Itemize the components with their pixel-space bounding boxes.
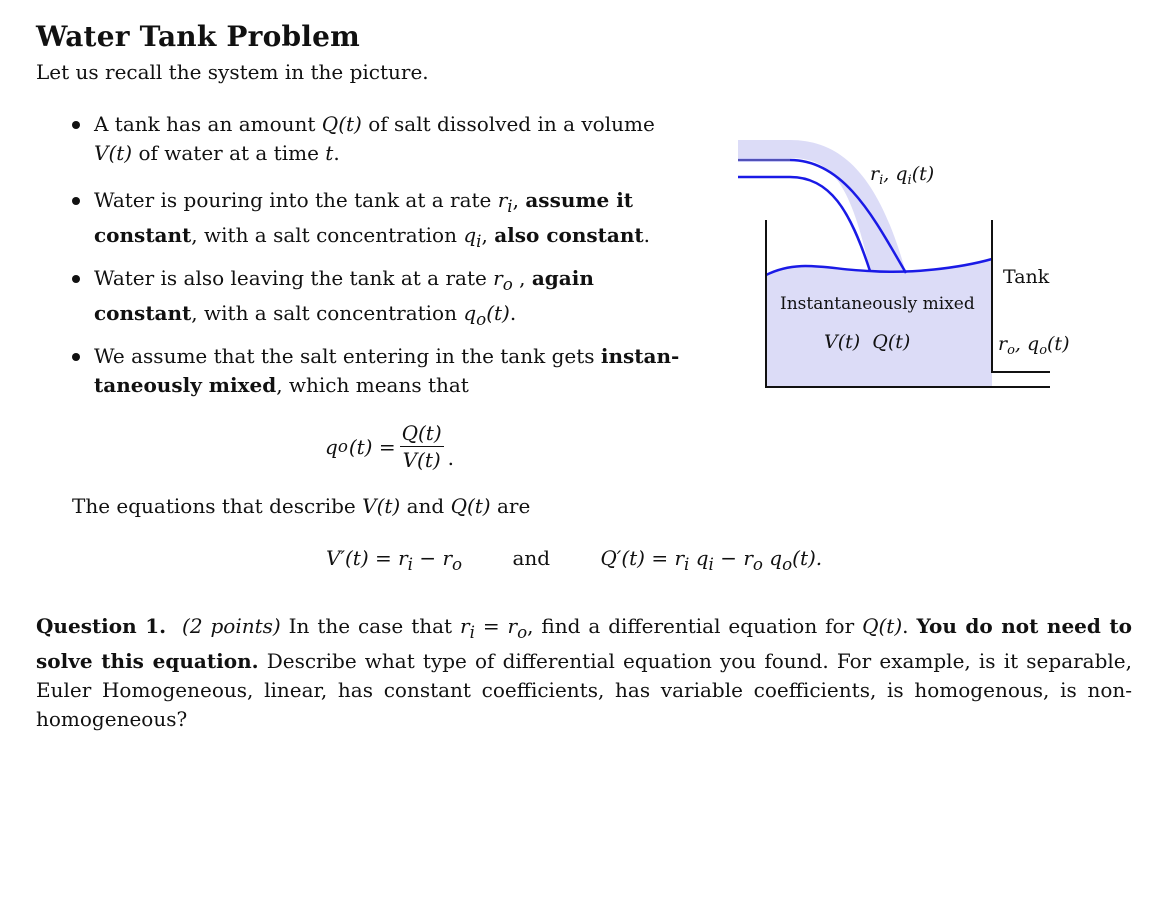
outflow-sep: , — [1014, 333, 1028, 355]
fraction-numerator: Q(t) — [401, 421, 442, 445]
bullet-text: . — [643, 223, 650, 247]
math-sub: i — [507, 197, 513, 216]
outflow-label — [998, 333, 1069, 358]
text: The equations that describe — [72, 494, 363, 518]
bullet-text: . — [333, 141, 340, 165]
bullet-dot — [72, 275, 80, 283]
math-text: − r — [413, 546, 453, 570]
math-q: q — [463, 301, 477, 325]
and-word: and — [512, 546, 551, 570]
bold-text: You do not need to solve this equation. — [36, 614, 1132, 673]
outflow-t: (t) — [1047, 333, 1070, 355]
math-r: r — [497, 188, 508, 212]
outflow-q: q — [1027, 333, 1040, 355]
bold-text: also constant — [494, 223, 644, 247]
bullet-text: of water at a time — [132, 141, 326, 165]
math-t: t — [325, 141, 334, 165]
inflow-r-sub: i — [879, 173, 884, 188]
math-Q: Q(t) — [321, 112, 362, 136]
math-Q: Q(t) — [450, 494, 491, 518]
question-label: Question 1. — [36, 614, 167, 638]
bullet-text: , which means that — [276, 373, 469, 397]
bullet-tank-amount — [72, 110, 697, 168]
text: , find a differential equation for — [527, 614, 863, 638]
bullet-text: of salt dissolved in a volume — [361, 112, 655, 136]
bullet-mixed — [72, 342, 697, 400]
text: In the case that — [280, 614, 461, 638]
math-text: (t) = — [348, 434, 396, 459]
math-sub: i — [407, 555, 413, 574]
bullet-text: , — [512, 266, 532, 290]
inflow-sep: , — [883, 163, 896, 185]
math-sub: o — [452, 555, 463, 574]
outflow-r: r — [998, 333, 1008, 355]
vq-label: V(t) Q(t) — [824, 331, 911, 353]
bold-text: again constant — [94, 266, 594, 325]
math-sub: o — [752, 555, 763, 574]
bullet-text: Water is pouring into the tank at a rate — [94, 188, 498, 212]
bold-text: instan-taneously mixed — [94, 344, 680, 397]
tank-water — [766, 259, 992, 387]
bullet-dot — [72, 353, 80, 361]
bold-text: assume it constant — [94, 188, 634, 247]
math-sub: i — [469, 623, 475, 642]
math-sub: o — [782, 555, 793, 574]
math-text: q — [762, 546, 783, 570]
outflow-q-sub: o — [1039, 343, 1048, 358]
bullet-text: A tank has an amount — [94, 112, 322, 136]
mixed-label: Instantaneously mixed — [780, 294, 975, 314]
bullet-dot — [72, 121, 80, 129]
equations-intro — [72, 494, 530, 518]
inflow-q-sub: i — [907, 173, 912, 188]
bullet-text: , with a salt concentration — [191, 223, 464, 247]
bullet-text: Water is also leaving the tank at a rate — [94, 266, 494, 290]
tank-diagram — [730, 140, 1070, 400]
page-title: Water Tank Problem — [36, 20, 360, 53]
bullet-text: , — [481, 223, 495, 247]
question-1 — [36, 612, 1132, 734]
math-text: (t). — [792, 546, 823, 570]
math-text: − r — [713, 546, 753, 570]
bullet-text: , with a salt concentration — [191, 301, 464, 325]
math-t: (t) — [486, 301, 510, 325]
math-r: r — [460, 614, 470, 638]
inflow-r: r — [870, 163, 880, 185]
math-Q: Q(t) — [862, 614, 903, 638]
equation-system — [326, 546, 822, 574]
math-text: V′(t) = r — [326, 546, 408, 570]
text: . — [902, 614, 917, 638]
math-sub: i — [684, 555, 690, 574]
inflow-t: (t) — [911, 163, 935, 185]
math-sub: i — [476, 232, 482, 251]
text: Describe what type of differential equation you found. For example, is it separable, Euler Homogeneous, linear, has constant coefficients, has variable coefficients, is homogenous, is non-homogeneous? — [36, 649, 1132, 731]
math-sub: o — [476, 310, 487, 329]
math-sub: o — [337, 437, 348, 456]
intro-text: Let us recall the system in the picture. — [36, 60, 429, 84]
math-sub: i — [708, 555, 714, 574]
bullet-outflow — [72, 264, 697, 334]
bullet-inflow — [72, 186, 697, 256]
math-sub: o — [517, 623, 528, 642]
math-q: q — [325, 434, 338, 459]
bullet-text: We assume that the salt entering in the tank gets — [94, 344, 601, 368]
math-r: r — [507, 614, 518, 638]
text: and — [400, 494, 451, 518]
bullet-text: , — [512, 188, 526, 212]
bullet-text: . — [509, 301, 517, 325]
fraction-denominator: V(t) — [402, 448, 441, 472]
math-V: V(t) — [94, 141, 133, 165]
bullet-dot — [72, 197, 80, 205]
equation-concentration — [325, 421, 454, 472]
math-text: Q′(t) = r — [600, 546, 685, 570]
math-V: V(t) — [362, 494, 401, 518]
outflow-r-sub: o — [1007, 343, 1015, 358]
math-r: r — [493, 266, 503, 290]
math-sub: o — [502, 275, 513, 294]
inflow-label — [870, 163, 934, 188]
math-text: = — [474, 614, 508, 638]
question-points: (2 points) — [182, 614, 281, 638]
tank-label: Tank — [1003, 266, 1050, 288]
fraction — [400, 421, 444, 472]
period: . — [447, 445, 455, 470]
text: are — [490, 494, 531, 518]
math-text: q — [689, 546, 709, 570]
inflow-q: q — [895, 163, 908, 185]
math-q: q — [463, 223, 477, 247]
